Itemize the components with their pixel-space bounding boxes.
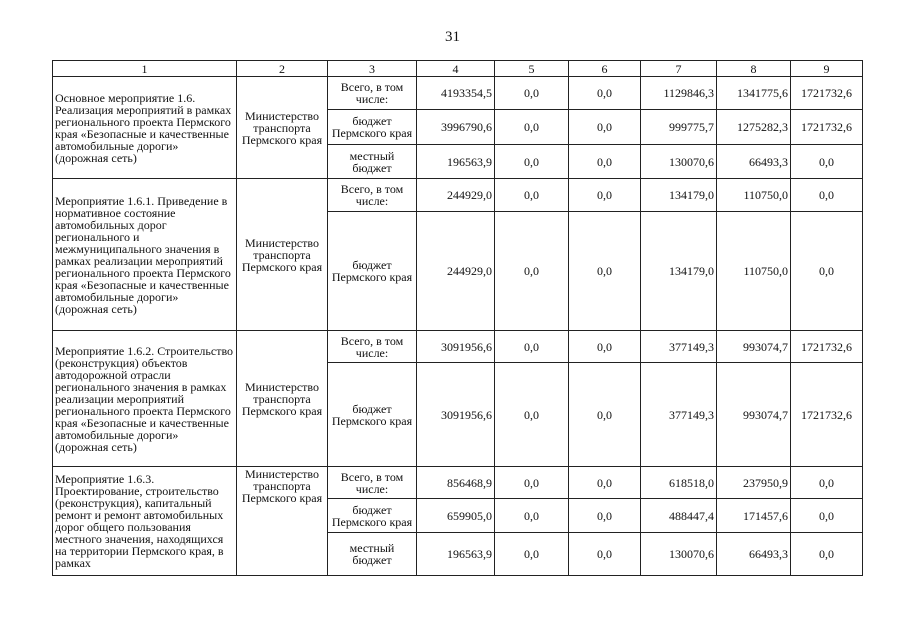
activity-name: Основное мероприятие 1.6. Реализация мероприятий в рамках регионального проекта Пермского края «Безопасные и качественные автомобильные дороги» (дорожная сеть): [53, 77, 237, 179]
value-col9: 0,0: [791, 467, 863, 499]
value-col4: 244929,0: [417, 179, 495, 212]
value-col7: 488447,4: [641, 499, 717, 533]
responsible-org: Министерство транспорта Пермского края: [237, 331, 328, 467]
value-col9: 0,0: [791, 499, 863, 533]
value-col8: 110750,0: [717, 212, 791, 331]
value-col4: 856468,9: [417, 467, 495, 499]
funding-source: местный бюджет: [328, 533, 417, 576]
value-col7: 134179,0: [641, 212, 717, 331]
header-row: [53, 61, 863, 77]
value-col5: 0,0: [495, 179, 569, 212]
table-row: [53, 179, 863, 212]
value-col6: 0,0: [569, 533, 641, 576]
funding-source: Всего, в том числе:: [328, 331, 417, 363]
column-header: 7: [641, 61, 717, 77]
value-col7: 1129846,3: [641, 77, 717, 110]
program-budget-table: [52, 60, 863, 576]
value-col5: 0,0: [495, 77, 569, 110]
value-col6: 0,0: [569, 145, 641, 179]
column-header: 1: [53, 61, 237, 77]
value-col7: 618518,0: [641, 467, 717, 499]
column-header: 4: [417, 61, 495, 77]
value-col6: 0,0: [569, 499, 641, 533]
column-header: 3: [328, 61, 417, 77]
value-col8: 66493,3: [717, 533, 791, 576]
value-col9: 0,0: [791, 179, 863, 212]
responsible-org: Министерство транспорта Пермского края: [237, 467, 328, 576]
funding-source: бюджет Пермского края: [328, 110, 417, 145]
value-col5: 0,0: [495, 110, 569, 145]
value-col8: 993074,7: [717, 331, 791, 363]
value-col9: 0,0: [791, 145, 863, 179]
value-col6: 0,0: [569, 77, 641, 110]
responsible-org: Министерство транспорта Пермского края: [237, 179, 328, 331]
value-col9: 1721732,6: [791, 110, 863, 145]
value-col5: 0,0: [495, 533, 569, 576]
value-col4: 3996790,6: [417, 110, 495, 145]
value-col8: 237950,9: [717, 467, 791, 499]
value-col5: 0,0: [495, 363, 569, 467]
value-col4: 3091956,6: [417, 331, 495, 363]
funding-source: бюджет Пермского края: [328, 499, 417, 533]
value-col9: 1721732,6: [791, 77, 863, 110]
column-header: 2: [237, 61, 328, 77]
value-col4: 196563,9: [417, 145, 495, 179]
value-col6: 0,0: [569, 467, 641, 499]
funding-source: Всего, в том числе:: [328, 467, 417, 499]
funding-source: бюджет Пермского края: [328, 212, 417, 331]
value-col8: 110750,0: [717, 179, 791, 212]
value-col7: 130070,6: [641, 533, 717, 576]
value-col4: 3091956,6: [417, 363, 495, 467]
value-col7: 377149,3: [641, 331, 717, 363]
value-col5: 0,0: [495, 499, 569, 533]
value-col4: 659905,0: [417, 499, 495, 533]
value-col7: 377149,3: [641, 363, 717, 467]
table-row: [53, 467, 863, 499]
activity-name: Мероприятие 1.6.2. Строительство (реконструкция) объектов автодорожной отрасли регионального значения в рамках реализации мероприятий регионального проекта Пермского края «Безопасные и качественные автомобильные дороги» (дорожная сеть): [53, 331, 237, 467]
value-col6: 0,0: [569, 212, 641, 331]
value-col6: 0,0: [569, 179, 641, 212]
funding-source: Всего, в том числе:: [328, 179, 417, 212]
responsible-org: Министерство транспорта Пермского края: [237, 77, 328, 179]
value-col4: 4193354,5: [417, 77, 495, 110]
table-row: [53, 331, 863, 363]
value-col7: 130070,6: [641, 145, 717, 179]
value-col8: 66493,3: [717, 145, 791, 179]
value-col9: 0,0: [791, 533, 863, 576]
value-col7: 999775,7: [641, 110, 717, 145]
funding-source: бюджет Пермского края: [328, 363, 417, 467]
funding-source: местный бюджет: [328, 145, 417, 179]
value-col8: 171457,6: [717, 499, 791, 533]
value-col5: 0,0: [495, 145, 569, 179]
value-col9: 1721732,6: [791, 363, 863, 467]
value-col5: 0,0: [495, 331, 569, 363]
value-col6: 0,0: [569, 110, 641, 145]
value-col5: 0,0: [495, 212, 569, 331]
value-col6: 0,0: [569, 363, 641, 467]
column-header: 6: [569, 61, 641, 77]
funding-source: Всего, в том числе:: [328, 77, 417, 110]
value-col8: 993074,7: [717, 363, 791, 467]
value-col9: 0,0: [791, 212, 863, 331]
value-col8: 1275282,3: [717, 110, 791, 145]
table-row: [53, 77, 863, 110]
activity-name: Мероприятие 1.6.3. Проектирование, строительство (реконструкция), капитальный ремонт и ремонт автомобильных дорог общего пользования местного значения, находящихся на территории Пермского края, в рамках: [53, 467, 237, 576]
value-col4: 196563,9: [417, 533, 495, 576]
value-col8: 1341775,6: [717, 77, 791, 110]
value-col6: 0,0: [569, 331, 641, 363]
column-header: 9: [791, 61, 863, 77]
value-col9: 1721732,6: [791, 331, 863, 363]
value-col7: 134179,0: [641, 179, 717, 212]
page-number: 31: [445, 29, 460, 45]
column-header: 5: [495, 61, 569, 77]
value-col4: 244929,0: [417, 212, 495, 331]
activity-name: Мероприятие 1.6.1. Приведение в нормативное состояние автомобильных дорог регионального и межмуниципального значения в рамках реализации мероприятий регионального проекта Пермского края «Безопасные и качественные автомобильные дороги» (дорожная сеть): [53, 179, 237, 331]
column-header: 8: [717, 61, 791, 77]
value-col5: 0,0: [495, 467, 569, 499]
